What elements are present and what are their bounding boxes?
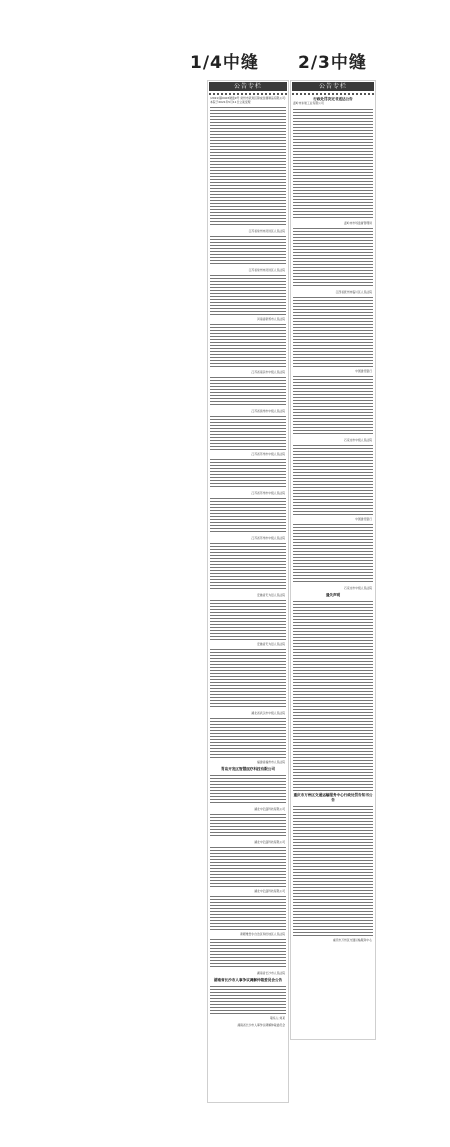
right-column-footer-signature: 重庆市万州区交通运输服务中心 [332,937,372,942]
notice-title: 重庆市万州区交通运输服务中心行政处罚告知书公告 [293,792,373,802]
notice-body [210,986,286,1014]
notice-signature: 中国建设银行 [355,516,372,521]
notice-body [210,649,286,709]
notice-title: 湖南省长沙市人事争议调解仲裁委员会公告 [213,978,283,983]
notice-signature: 江苏省苏州市中级人民法院 [251,536,285,541]
notice-block [293,593,373,598]
notice-body [210,275,286,315]
right-newspaper-column [290,80,376,1040]
notice-body [293,376,373,436]
notice-body [293,228,373,288]
notice-signature: 湖南省长沙市人民法院 [257,971,285,976]
notice-signature: 江西省抚州市临川区人民法院 [335,289,372,294]
left-column-footer-signature: 湖南省长沙市人事争议调解仲裁委员会 [237,1023,285,1028]
lost-statement-title: 遗失声明 [325,592,341,597]
notice-block [210,767,286,772]
notice-block [210,978,286,983]
notice-body [210,814,286,838]
left-newspaper-column [207,80,289,1103]
notice-signature: 江苏省扬州市中级人民法院 [251,409,285,414]
notice-body [210,236,286,266]
notice-signature: 中国建设银行 [355,368,372,373]
right-column-header: 公告专栏 [292,82,374,91]
notice-signature: 石家庄市中级人民法院 [344,437,372,442]
notice-body [210,543,286,591]
notice-signature: 石家庄市中级人民法院 [344,585,372,590]
notice-body [293,524,373,584]
notice-title: 青岛开发区智慧医疗科技有限公司 [221,767,275,772]
notice-body [210,416,286,450]
notice-text: 温岭市东航工业有限公司 [293,101,324,105]
notice-body [210,896,286,930]
notice-signature: 安徽省无为县人民法院 [257,593,285,598]
notice-signature: 福建省福州市人民法院 [257,760,285,765]
notice-block [210,97,286,104]
notice-body [293,806,373,936]
right-header-stripe [292,93,374,95]
notice-body [210,377,286,407]
left-column-header: 公告专栏 [209,82,287,91]
notice-signature: 湖北中亿盛科技有限公司 [254,889,285,894]
notice-body [293,445,373,515]
notice-signature: 江苏省南京市中级人民法院 [251,370,285,375]
notice-text: (2021)镇0403破监9号 常州市武进区锦成金属制品有限公司:本院于2021年5月11日立案受理 [210,96,286,104]
notice-body [210,847,286,887]
notice-signature: 江苏省苏州市中级人民法院 [251,491,285,496]
left-page-label: 1/4中缝 [190,53,259,73]
notice-block [293,793,373,803]
notice-body [210,459,286,489]
notice-body [210,107,286,227]
notice-signature: 湖北省武汉市中级人民法院 [251,711,285,716]
notice-signature: 江苏省常州市武进区人民法院 [248,268,285,273]
right-page-label: 2/3中缝 [298,53,367,73]
left-header-stripe [209,93,287,95]
lost-statement-list [293,601,373,791]
notice-body [210,775,286,805]
notice-signature: 安徽省无为县人民法院 [257,642,285,647]
notice-signature: 江苏省常州市武进区人民法院 [248,229,285,234]
notice-block [293,97,373,106]
notice-body [210,600,286,640]
notice-signature: 新疆维吾尔自治区和田地区人民法院 [240,932,285,937]
notice-body [210,324,286,368]
notice-signature: 湖北中亿盛科技有限公司 [254,840,285,845]
notice-signature: 河南省新郑市人民法院 [257,317,285,322]
notice-body [210,939,286,969]
notice-body [210,718,286,758]
notice-body [210,498,286,534]
notice-title: 行政处罚决定书送达公告 [313,97,353,101]
notice-signature: 温岭市市场监督管理局 [344,220,372,225]
notice-contact: 联系人:刘某 [270,1016,285,1021]
notice-body [293,109,373,219]
notice-signature: 湖北中亿盛科技有限公司 [254,807,285,812]
notice-signature: 江苏省苏州市中级人民法院 [251,452,285,457]
notice-body [293,297,373,367]
